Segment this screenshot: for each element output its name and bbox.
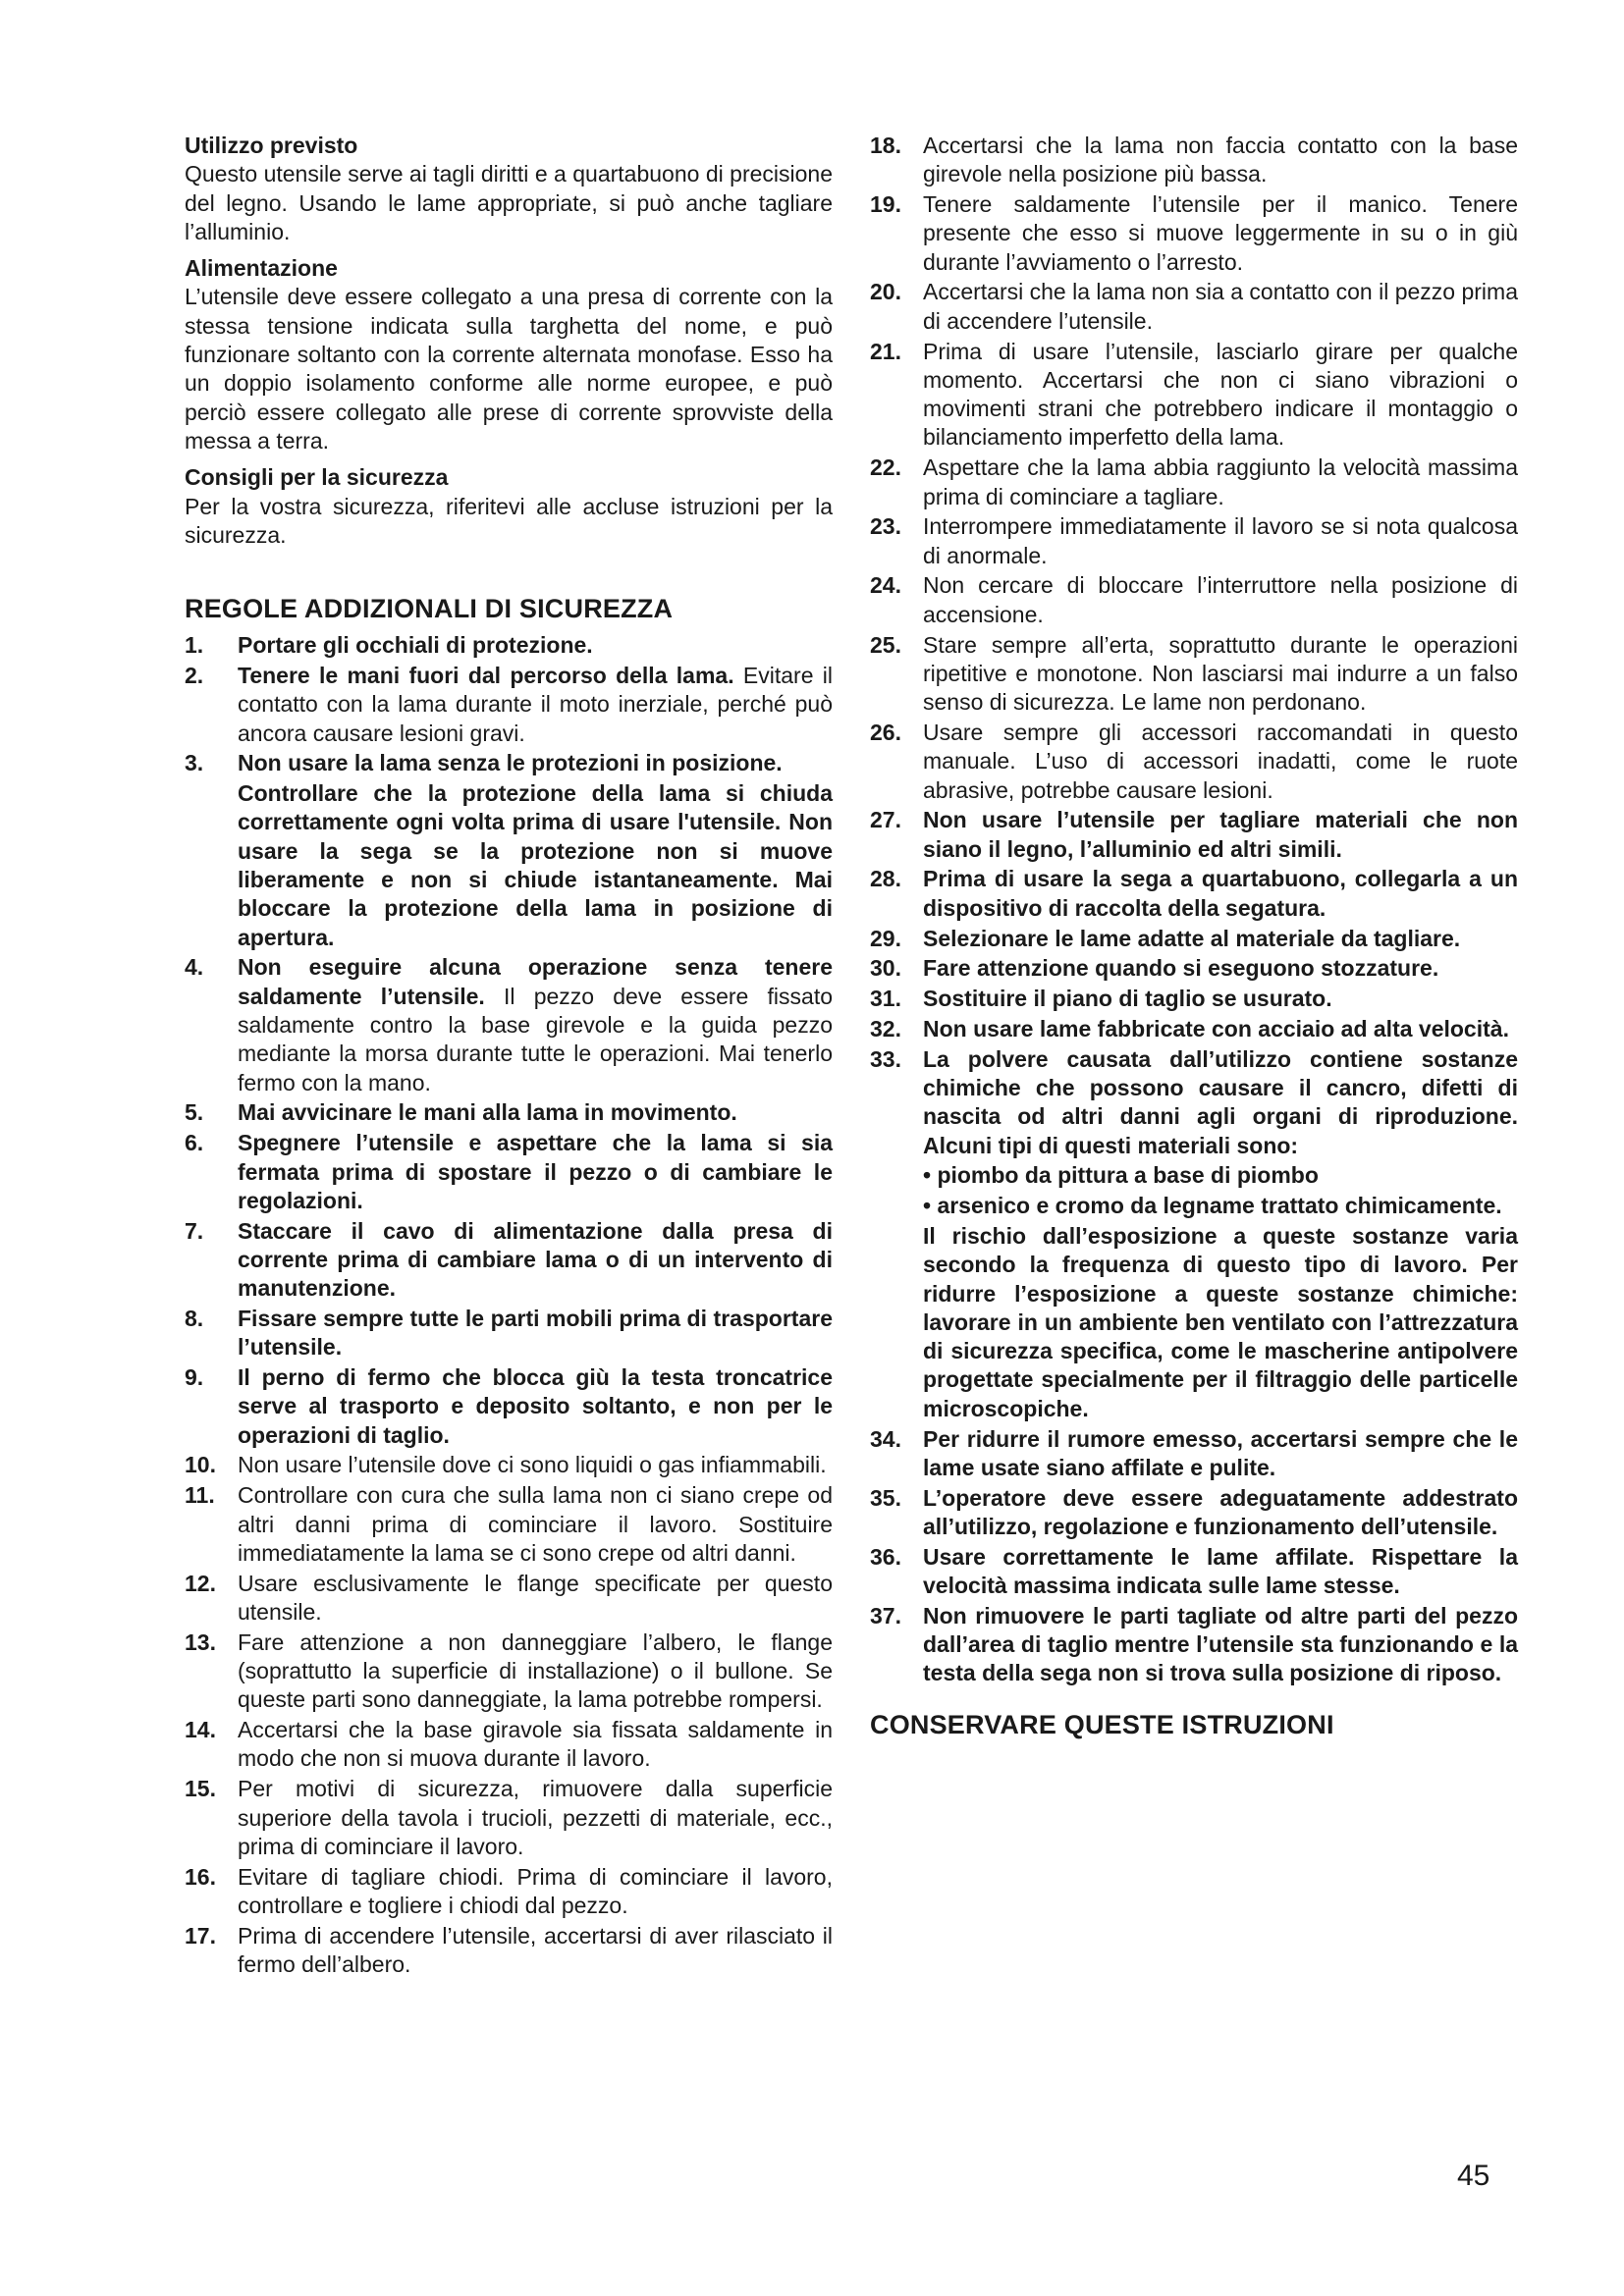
rule-plain-text: Accertarsi che la base giravole sia fissata saldamente in modo che non si muova durante il lavoro. xyxy=(238,1717,833,1772)
rule-text xyxy=(923,190,1518,277)
rule-item xyxy=(185,953,833,1096)
rule-text xyxy=(923,954,1518,983)
rule-number: 27. xyxy=(870,807,901,833)
rule-bold-text: Staccare il cavo di alimentazione dalla presa di corrente prima di cambiare lama o di un intervento di manutenzione. xyxy=(238,1217,833,1302)
rule-item xyxy=(185,779,833,952)
rule-text xyxy=(238,1363,833,1450)
rule-number: 19. xyxy=(870,191,901,218)
rule-text xyxy=(238,1129,833,1215)
rule-item xyxy=(870,1161,1518,1190)
rule-text xyxy=(238,1217,833,1304)
rule-plain-text: Tenere saldamente l’utensile per il manico. Tenere presente che esso si muove leggermente in su o in giù durante l’avviamento o l’arresto. xyxy=(923,191,1518,275)
closing-heading: CONSERVARE QUESTE ISTRUZIONI xyxy=(870,1709,1334,1739)
rule-number: 5. xyxy=(185,1099,204,1126)
rule-number: 21. xyxy=(870,338,901,364)
rule-plain-text: Il pezzo deve essere fissato saldamente contro la base girevole e la guida pezzo mediante la morsa durante tutte le operazioni. Mai tenerlo fermo con la mano. xyxy=(238,983,833,1095)
rule-text xyxy=(923,1015,1518,1043)
rule-item xyxy=(185,1305,833,1362)
rule-number: 28. xyxy=(870,866,901,892)
rule-text xyxy=(923,1484,1518,1542)
section-title: Alimentazione xyxy=(185,255,338,282)
rule-plain-text: Accertarsi che la lama non sia a contatto con il pezzo prima di accendere l’utensile. xyxy=(923,279,1518,334)
rule-item xyxy=(185,1629,833,1715)
rule-bold-text: Sostituire il piano di taglio se usurato. xyxy=(923,986,1332,1012)
rule-text xyxy=(923,1045,1518,1160)
rules-list-right xyxy=(870,132,1518,1688)
rule-text xyxy=(238,749,833,777)
rule-item xyxy=(870,954,1518,983)
rule-bold-text: Prima di usare la sega a quartabuono, collegarla a un dispositivo di raccolta della segatura. xyxy=(923,866,1518,921)
rule-text xyxy=(238,953,833,1096)
rule-plain-text: Stare sempre all’erta, soprattutto durante le operazioni ripetitive e monotone. Non lasciarsi mai indurre a un falso senso di sicurezza. Le lame non perdonano. xyxy=(923,631,1518,716)
rule-item xyxy=(185,1217,833,1304)
rule-item xyxy=(870,925,1518,953)
rule-number: 1. xyxy=(185,632,204,659)
rule-text xyxy=(238,1716,833,1774)
rule-item xyxy=(870,512,1518,570)
rule-text xyxy=(923,132,1518,189)
rule-text xyxy=(238,1481,833,1568)
rule-text xyxy=(923,512,1518,570)
rule-item xyxy=(870,1045,1518,1160)
rule-text xyxy=(238,1451,833,1479)
rule-bold-text: Il perno di fermo che blocca giù la testa troncatrice serve al trasporto e deposito soltanto, e non per le operazioni di taglio. xyxy=(238,1364,833,1448)
rule-number: 22. xyxy=(870,454,901,481)
right-column xyxy=(870,132,1518,1741)
rule-bold-text: Non rimuovere le parti tagliate od altre parti del pezzo dall’area di taglio mentre l’utensile sta funzionando e la testa della sega non si trova sulla posizione di riposo. xyxy=(923,1602,1518,1686)
rule-plain-text: Fare attenzione a non danneggiare l’albero, le flange (soprattutto la superficie di installazione) o il bullone. Se queste parti sono danneggiate, la lama potrebbe rompersi. xyxy=(238,1629,833,1713)
rule-text xyxy=(238,1098,833,1127)
rule-item xyxy=(870,454,1518,511)
intro-section-usage xyxy=(185,132,833,246)
rule-item xyxy=(870,132,1518,189)
rule-number: 12. xyxy=(185,1570,216,1596)
rule-plain-text: Usare sempre gli accessori raccomandati in questo manuale. L’uso di accessori inadatti, come le ruote abrasive, potrebbe causare lesioni. xyxy=(923,719,1518,803)
rule-plain-text: Evitare di tagliare chiodi. Prima di cominciare il lavoro, controllare e togliere i chiodi dal pezzo. xyxy=(238,1863,833,1918)
rule-text xyxy=(923,454,1518,511)
rule-number: 30. xyxy=(870,955,901,982)
rule-item xyxy=(185,662,833,748)
rule-item xyxy=(185,749,833,777)
rule-plain-text: Non usare l’utensile dove ci sono liquidi o gas infiammabili. xyxy=(238,1452,827,1478)
rule-number: 6. xyxy=(185,1130,204,1156)
rule-plain-text: Prima di accendere l’utensile, accertarsi di aver rilasciato il fermo dell’albero. xyxy=(238,1922,833,1978)
left-column xyxy=(185,132,833,1981)
section-title: Utilizzo previsto xyxy=(185,133,358,158)
rule-bold-text: La polvere causata dall’utilizzo contiene sostanze chimiche che possono causare il cancro, difetti di nascita od altri danni agli organi di riproduzione. Alcuni tipi di questi materiali sono: xyxy=(923,1045,1518,1158)
rule-text xyxy=(238,662,833,748)
rule-bold-text: Selezionare le lame adatte al materiale da tagliare. xyxy=(923,925,1461,951)
rule-text xyxy=(923,338,1518,453)
rule-text xyxy=(923,278,1518,336)
intro-section-safety xyxy=(185,463,833,550)
rule-number: 7. xyxy=(185,1217,204,1244)
rule-plain-text: Prima di usare l’utensile, lasciarlo girare per qualche momento. Accertarsi che non ci siano vibrazioni o movimenti strani che potrebbero indicare il montaggio o bilanciamento imperfetto della lama. xyxy=(923,338,1518,451)
rule-plain-text: Usare esclusivamente le flange specificate per questo utensile. xyxy=(238,1570,833,1625)
rule-number: 13. xyxy=(185,1629,216,1655)
rule-number: 16. xyxy=(185,1863,216,1890)
rule-number: 32. xyxy=(870,1015,901,1041)
rule-number: 9. xyxy=(185,1364,204,1391)
rule-item xyxy=(870,190,1518,277)
rule-plain-text: Aspettare che la lama abbia raggiunto la velocità massima prima di cominciare a tagliare. xyxy=(923,454,1518,509)
rule-bold-text: Fissare sempre tutte le parti mobili prima di trasportare l’utensile. xyxy=(238,1305,833,1361)
safety-rules-heading: REGOLE ADDIZIONALI DI SICUREZZA xyxy=(185,594,674,624)
rule-bold-text: Usare correttamente le lame affilate. Rispettare la velocità massima indicata sulle lame stesse. xyxy=(923,1543,1518,1599)
rule-bold-text: Fare attenzione quando si eseguono stozzature. xyxy=(923,955,1439,982)
rule-item xyxy=(185,1922,833,1980)
rule-number: 35. xyxy=(870,1484,901,1511)
rule-item xyxy=(870,571,1518,629)
rule-text xyxy=(923,631,1518,718)
rule-bold-text: Non usare l’utensile per tagliare materiali che non siano il legno, l’alluminio ed altri simili. xyxy=(923,807,1518,862)
rule-item xyxy=(870,1192,1518,1220)
section-body: Per la vostra sicurezza, riferitevi alle accluse istruzioni per la sicurezza. xyxy=(185,493,833,548)
rule-text xyxy=(238,1863,833,1921)
rule-number: 26. xyxy=(870,719,901,745)
rule-item xyxy=(185,1570,833,1628)
rule-number: 24. xyxy=(870,572,901,599)
rule-item xyxy=(870,1602,1518,1688)
rule-item xyxy=(185,1363,833,1450)
rule-item xyxy=(870,278,1518,336)
rule-number: 37. xyxy=(870,1602,901,1629)
rule-text xyxy=(923,806,1518,864)
rule-item xyxy=(185,631,833,660)
rule-bold-text: Mai avvicinare le mani alla lama in movimento. xyxy=(238,1099,737,1126)
rule-item xyxy=(870,1484,1518,1542)
rule-text xyxy=(923,1602,1518,1688)
rule-item xyxy=(185,1863,833,1921)
rule-number: 10. xyxy=(185,1452,216,1478)
section-body: L’utensile deve essere collegato a una presa di corrente con la stessa tensione indicata sulla targhetta del nome, e può funzionare soltanto con la corrente alternata monofase. Esso ha un doppio isolamento conforme alle norme europee, e può perciò essere collegato alle prese di corrente sprovviste della messa a terra. xyxy=(185,284,833,454)
section-body: Questo utensile serve ai tagli diritti e a quartabuono di precisione del legno. Usando le lame appropriate, si può anche tagliare l’alluminio. xyxy=(185,161,833,244)
rule-text xyxy=(238,1922,833,1980)
rule-plain-text: Evitare il contatto con la lama durante il moto inerziale, perché può ancora causare lesioni gravi. xyxy=(238,662,834,746)
rule-continuation: Il rischio dall’esposizione a queste sostanze varia secondo la frequenza di questo tipo di lavoro. Per ridurre l’esposizione a queste sostanze chimiche: lavorare in un ambiente ben ventilato con l’attrezzatura di sicurezza specifica, come le mascherine antipolvere progettate specialmente per il filtraggio delle particelle microscopiche. xyxy=(923,1222,1518,1421)
rule-bold-text: Tenere le mani fuori dal percorso della lama. xyxy=(238,662,734,688)
rule-bold-text: Portare gli occhiali di protezione. xyxy=(238,632,593,659)
rule-item xyxy=(185,1716,833,1774)
rule-plain-text: Non cercare di bloccare l’interruttore nella posizione di accensione. xyxy=(923,572,1518,627)
rule-text xyxy=(923,985,1518,1013)
rule-bold-text: Spegnere l’utensile e aspettare che la lama si sia fermata prima di spostare il pezzo o di cambiare le regolazioni. xyxy=(238,1130,833,1213)
rule-item xyxy=(870,1015,1518,1043)
rule-number: 36. xyxy=(870,1543,901,1570)
rule-number: 34. xyxy=(870,1425,901,1452)
rule-item xyxy=(870,1222,1518,1423)
rules-list-left xyxy=(185,631,833,1979)
rule-number: 33. xyxy=(870,1045,901,1072)
rule-number: 15. xyxy=(185,1776,216,1802)
rule-plain-text: Interrompere immediatamente il lavoro se si nota qualcosa di anormale. xyxy=(923,513,1518,568)
rule-item xyxy=(870,1425,1518,1483)
rule-text xyxy=(923,571,1518,629)
rule-bold-text: Non usare la lama senza le protezioni in posizione. xyxy=(238,750,783,776)
rule-item xyxy=(185,1098,833,1127)
rule-bold-text: Non usare lame fabbricate con acciaio ad alta velocità. xyxy=(923,1015,1509,1041)
rule-number: 18. xyxy=(870,133,901,158)
rule-item xyxy=(870,338,1518,453)
rule-number: 14. xyxy=(185,1717,216,1743)
rule-number: 4. xyxy=(185,954,204,981)
rule-plain-text: Controllare con cura che sulla lama non ci siano crepe od altri danni prima di cominciare il lavoro. Sostituire immediatamente la lama se ci sono crepe od altri danni. xyxy=(238,1482,833,1566)
rule-text xyxy=(923,719,1518,805)
rule-item xyxy=(870,1543,1518,1601)
rule-text xyxy=(923,1425,1518,1483)
rule-number: 23. xyxy=(870,513,901,540)
rule-item xyxy=(870,985,1518,1013)
intro-section-power xyxy=(185,254,833,455)
rule-text xyxy=(238,1775,833,1861)
rule-number: 20. xyxy=(870,279,901,305)
rule-number: 17. xyxy=(185,1922,216,1949)
rule-item xyxy=(870,806,1518,864)
rule-text xyxy=(238,1570,833,1628)
rule-number: 31. xyxy=(870,986,901,1012)
rule-item xyxy=(185,1451,833,1479)
rule-number: 29. xyxy=(870,925,901,951)
section-title: Consigli per la sicurezza xyxy=(185,464,449,491)
rule-bullet: • piombo da pittura a base di piombo xyxy=(923,1162,1319,1189)
rule-number: 8. xyxy=(185,1305,204,1331)
rule-number: 2. xyxy=(185,662,204,688)
rule-text xyxy=(238,631,833,660)
rule-bullet: • arsenico e cromo da legname trattato chimicamente. xyxy=(923,1193,1502,1219)
rule-number: 11. xyxy=(185,1482,215,1509)
rule-text xyxy=(923,925,1518,953)
rule-item xyxy=(185,1775,833,1861)
rule-item xyxy=(870,865,1518,923)
rule-item xyxy=(870,719,1518,805)
rule-text xyxy=(923,865,1518,923)
rule-text xyxy=(238,1629,833,1715)
rule-bold-text: L’operatore deve essere adeguatamente addestrato all’utilizzo, regolazione e funzionamento dell’utensile. xyxy=(923,1484,1518,1539)
rule-item xyxy=(185,1129,833,1215)
rule-plain-text: Per motivi di sicurezza, rimuovere dalla superficie superiore della tavola i trucioli, pezzetti di materiale, ecc., prima di cominciare il lavoro. xyxy=(238,1776,833,1859)
rule-bold-text: Per ridurre il rumore emesso, accertarsi sempre che le lame usate siano affilate e pulite. xyxy=(923,1425,1518,1480)
rule-continuation: Controllare che la protezione della lama si chiuda correttamente ogni volta prima di usare l'utensile. Non usare la sega se la protezione non si muove liberamente e non si chiude istantaneamente. Mai bloccare la protezione della lama in posizione di apertura. xyxy=(238,780,833,950)
rule-text xyxy=(923,1543,1518,1601)
page-number: 45 xyxy=(1457,2160,1490,2192)
rule-plain-text: Accertarsi che la lama non faccia contatto con la base girevole nella posizione più bassa. xyxy=(923,133,1518,187)
rule-number: 25. xyxy=(870,631,901,658)
rule-item xyxy=(870,631,1518,718)
rule-item xyxy=(185,1481,833,1568)
rule-bold-text: Non eseguire alcuna operazione senza tenere saldamente l’utensile. xyxy=(238,954,833,1009)
rule-text xyxy=(238,1305,833,1362)
rule-number: 3. xyxy=(185,750,204,776)
